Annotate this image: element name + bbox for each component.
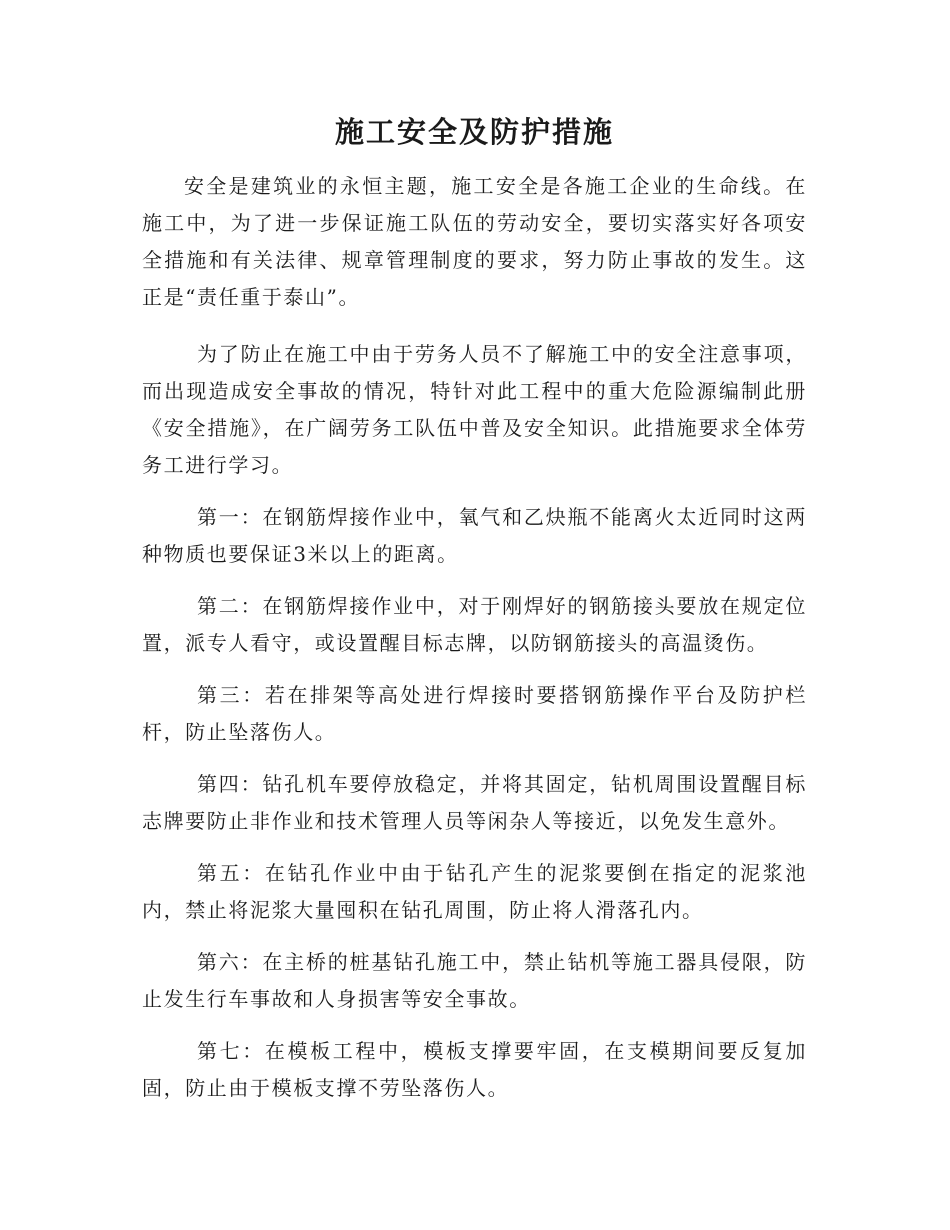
document-page — [142, 110, 807, 1122]
paragraph-rule-2: 第二：在钢筋焊接作业中，对于刚焊好的钢筋接头要放在规定位置，派专人看守，或设置醒目标志牌，以防钢筋接头的高温烫伤。 — [142, 594, 807, 655]
paragraph-rule-6: 第六：在主桥的桩基钻孔施工中，禁止钻机等施工器具侵限，防止发生行车事故和人身损害等安全事故。 — [142, 950, 807, 1011]
paragraph-rule-1: 第一：在钢筋焊接作业中，氧气和乙炔瓶不能离火太近同时这两种物质也要保证3米以上的距离。 — [142, 505, 807, 566]
paragraph-rule-4: 第四：钻孔机车要停放稳定，并将其固定，钻机周围设置醒目标志牌要防止非作业和技术管理人员等闲杂人等接近，以免发生意外。 — [142, 772, 807, 833]
paragraph-purpose: 为了防止在施工中由于劳务人员不了解施工中的安全注意事项，而出现造成安全事故的情况，特针对此工程中的重大危险源编制此册《安全措施》，在广阔劳务工队伍中普及安全知识。此措施要求全体劳务工进行学习。 — [142, 342, 807, 477]
paragraph-rule-5: 第五：在钻孔作业中由于钻孔产生的泥浆要倒在指定的泥浆池内，禁止将泥浆大量囤积在钻孔周围，防止将人滑落孔内。 — [142, 861, 807, 922]
paragraph-rule-7: 第七：在模板工程中，模板支撑要牢固，在支模期间要反复加固，防止由于模板支撑不劳坠落伤人。 — [142, 1039, 807, 1100]
paragraph-rule-3: 第三：若在排架等高处进行焊接时要搭钢筋操作平台及防护栏杆，防止坠落伤人。 — [142, 683, 807, 744]
paragraph-intro: 安全是建筑业的永恒主题，施工安全是各施工企业的生命线。在施工中，为了进一步保证施工队伍的劳动安全，要切实落实好各项安全措施和有关法律、规章管理制度的要求，努力防止事故的发生。这正是“责任重于泰山”。 — [142, 174, 807, 309]
document-title: 施工安全及防护措施 — [334, 115, 614, 149]
